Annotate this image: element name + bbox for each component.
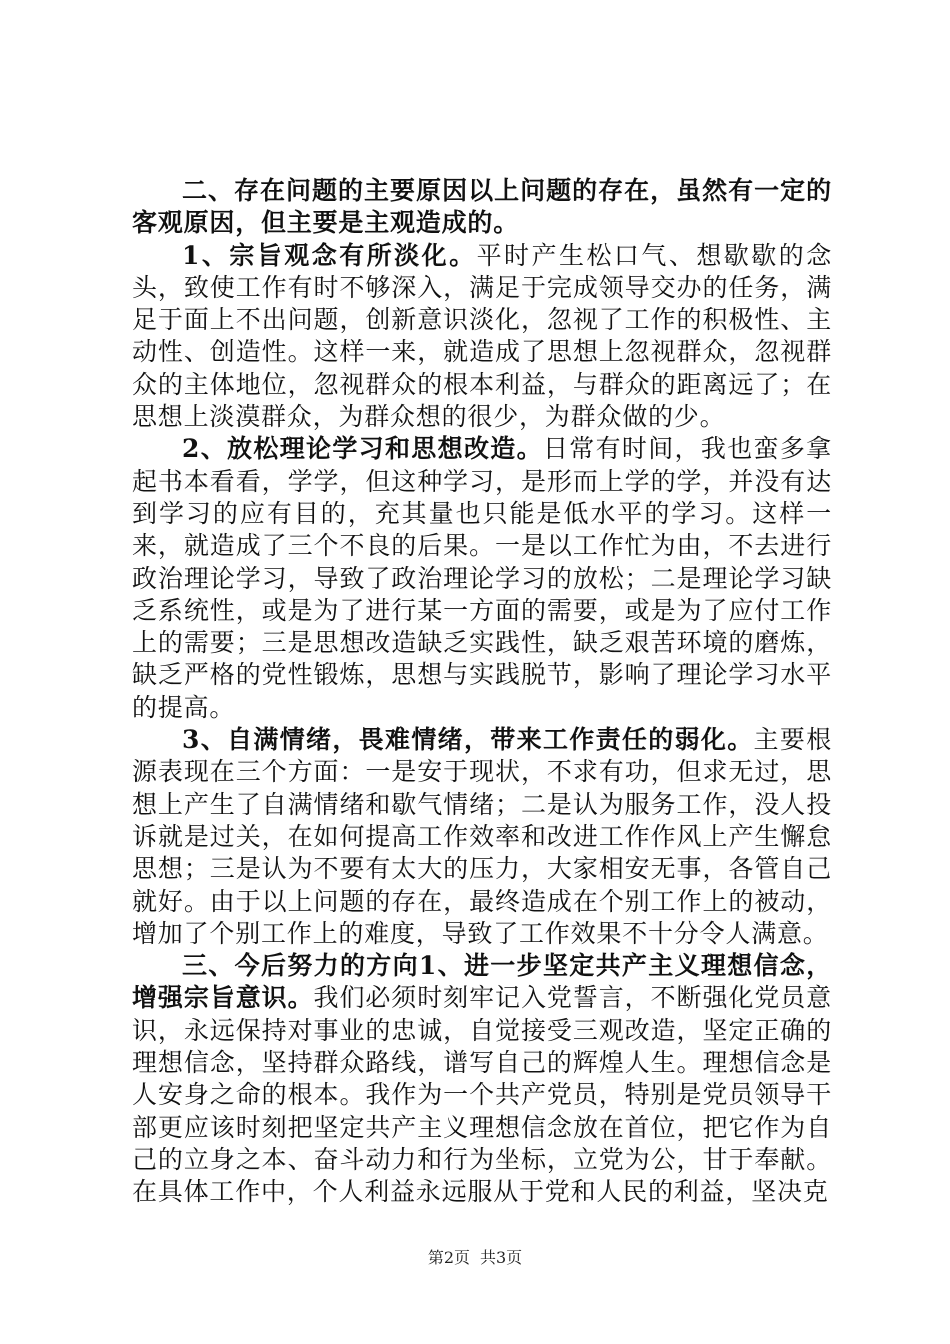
- section-heading-paragraph: [132, 175, 832, 240]
- paragraph-lead: 二、存在问题的主要原因以上问题的存在，虽然有一定的客观原因，但主要是主观造成的。: [132, 176, 832, 238]
- page-footer: [0, 1245, 950, 1268]
- body-paragraph: [132, 433, 832, 724]
- body-paragraph: [132, 724, 832, 950]
- paragraph-text: 平时产生松口气、想歇歇的念头，致使工作有时不够深入，满足于完成领导交办的任务，满足于面上不出问题，创新意识淡化，忽视了工作的积极性、主动性、创造性。这样一来，就造成了思想上忽视群众，忽视群众的主体地位，忽视群众的根本利益，与群众的距离远了；在思想上淡漠群众，为群众想的很少，为群众做的少。: [132, 240, 832, 432]
- paragraph-text: 我们必须时刻牢记入党誓言，不断强化党员意识，永远保持对事业的忠诚，自觉接受三观改造，坚定正确的理想信念，坚持群众路线，谱写自己的辉煌人生。理想信念是人安身之命的根本。我作为一个共产党员，特别是党员领导干部更应该时刻把坚定共产主义理想信念放在首位，把它作为自己的立身之本、奋斗动力和行为坐标，立党为公，甘于奉献。在具体工作中，个人利益永远服从于党和人民的利益，坚决克: [132, 983, 832, 1207]
- page-total: 共3页: [480, 1248, 523, 1267]
- paragraph-lead: 2、放松理论学习和思想改造。: [182, 434, 543, 464]
- paragraph-text: 主要根源表现在三个方面：一是安于现状，不求有功，但求无过，思想上产生了自满情绪和歇气情绪；二是认为服务工作，没人投诉就是过关，在如何提高工作效率和改进工作作风上产生懈怠思想；三是认为不要有太大的压力，大家相安无事，各管自己就好。由于以上问题的存在，最终造成在个别工作上的被动，增加了个别工作上的难度，导致了工作效果不十分令人满意。: [132, 725, 832, 948]
- page-number: 第2页: [427, 1248, 470, 1267]
- paragraph-lead: 3、自满情绪，畏难情绪，带来工作责任的弱化。: [182, 725, 754, 755]
- paragraph-lead: 三、今后努力的方向1、进一步坚定共产主义理想信念，增强宗旨意识。: [132, 951, 832, 1013]
- paragraph-lead: 1、宗旨观念有所淡化。: [182, 240, 477, 270]
- body-paragraph: [132, 240, 832, 434]
- document-body: [132, 175, 832, 1209]
- paragraph-text: 日常有时间，我也蛮多拿起书本看看，学学，但这种学习，是形而上学的学，并没有达到学习的应有目的，充其量也只能是低水平的学习。这样一来，就造成了三个不良的后果。一是以工作忙为由，不去进行政治理论学习，导致了政治理论学习的放松；二是理论学习缺乏系统性，或是为了进行某一方面的需要，或是为了应付工作上的需要；三是思想改造缺乏实践性，缺乏艰苦环境的磨炼，缺乏严格的党性锻炼，思想与实践脱节，影响了理论学习水平的提高。: [132, 434, 832, 722]
- body-paragraph: [132, 950, 832, 1208]
